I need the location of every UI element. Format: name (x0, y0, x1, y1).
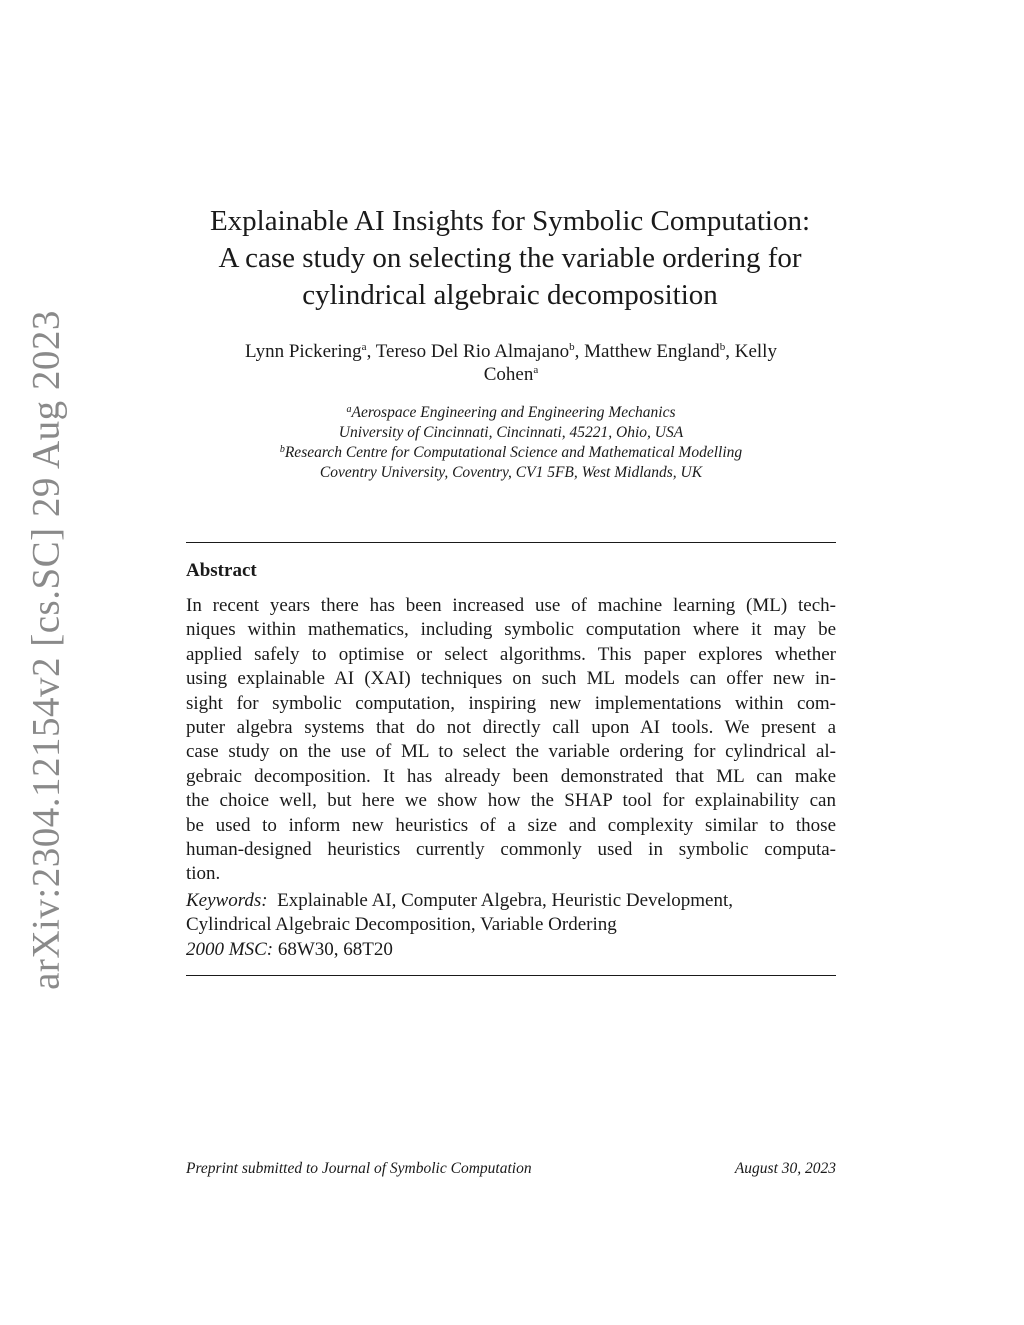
msc-line (186, 938, 836, 962)
abstract-line: niques within mathematics, including symbolic computation where it may be (186, 619, 836, 641)
affiliation-label: a (346, 404, 352, 415)
author-name: Lynn Pickering (245, 341, 362, 362)
author-list (186, 340, 836, 386)
affiliation-b-line-1: $^b$Research Centre for Computational Science and Mathematical Modelling (279, 444, 743, 461)
abstract-text (186, 594, 836, 887)
bottom-divider (186, 975, 836, 976)
author-affiliation-mark: a (533, 364, 539, 376)
footer-date: August 30, 2023 (734, 1160, 836, 1177)
keywords-line-2: Cylindrical Algebraic Decomposition, Variable Ordering (186, 914, 617, 936)
abstract-heading: Abstract (186, 560, 257, 581)
abstract-line: the choice well, but here we show how the SHAP tool for explainability can (186, 790, 836, 812)
affiliation-a-line-2: University of Cincinnati, Cincinnati, 45221, Ohio, USA (338, 424, 684, 441)
title-line-3: cylindrical algebraic decomposition (302, 279, 718, 311)
msc-label: 2000 MSC: (186, 938, 274, 960)
title-line-2: A case study on selecting the variable ordering for (218, 242, 802, 274)
title-line-1: Explainable AI Insights for Symbolic Computation: (209, 205, 811, 237)
abstract-line: In recent years there has been increased use of machine learning (ML) tech- (186, 595, 836, 616)
author-affiliation-mark: b (719, 341, 726, 353)
abstract-line: tion. (186, 863, 221, 885)
abstract-line: be used to inform new heuristics of a size and complexity similar to those (186, 814, 836, 836)
msc-codes: 68W30, 68T20 (277, 938, 393, 960)
author-line-2 (186, 363, 836, 386)
author-name-first: Kelly (734, 341, 777, 362)
author-name: Matthew England (584, 341, 720, 362)
paper-title (160, 203, 860, 314)
abstract-line: sight for symbolic computation, inspiring new implementations within com- (186, 692, 836, 714)
top-divider (186, 542, 836, 543)
abstract-line: human-designed heuristics currently commonly used in symbolic computa- (186, 839, 836, 861)
affiliation-a-line-1: $^a$Aerospace Engineering and Engineering Mechanics (346, 404, 676, 421)
author-affiliation-mark: a (361, 341, 367, 353)
abstract-line: gebraic decomposition. It has already been demonstrated that ML can make (186, 765, 836, 787)
affiliation-block (186, 403, 836, 483)
abstract-line: case study on the use of ML to select the variable ordering for cylindrical al- (186, 741, 836, 763)
preprint-note: Preprint submitted to Journal of Symbolic Computation (186, 1160, 532, 1177)
author-line-1: Lynn Pickering$^a$, Tereso Del Rio Almajano$^b$, Matthew England$^b$, Kelly (245, 341, 777, 362)
author-name: Tereso Del Rio Almajano (375, 341, 570, 362)
keywords-label: Keywords: (186, 890, 268, 911)
keywords-line-1: Keywords: Explainable AI, Computer Algebra, Heuristic Development, (186, 890, 734, 911)
abstract-line: puter algebra systems that do not directly call upon AI tools. We present a (186, 717, 836, 739)
abstract-line: using explainable AI (XAI) techniques on such ML models can offer new in- (186, 668, 836, 690)
keywords-block (186, 889, 836, 962)
affiliation-label: b (279, 444, 285, 455)
author-name-last: Cohen (483, 364, 534, 385)
affiliation-b-line-2: Coventry University, Coventry, CV1 5FB, West Midlands, UK (319, 464, 703, 481)
abstract-line: applied safely to optimise or select algorithms. This paper explores whether (186, 643, 836, 665)
author-affiliation-mark: b (569, 341, 575, 353)
arxiv-identifier: arXiv:2304.12154v2 [cs.SC] 29 Aug 2023 (24, 310, 68, 990)
